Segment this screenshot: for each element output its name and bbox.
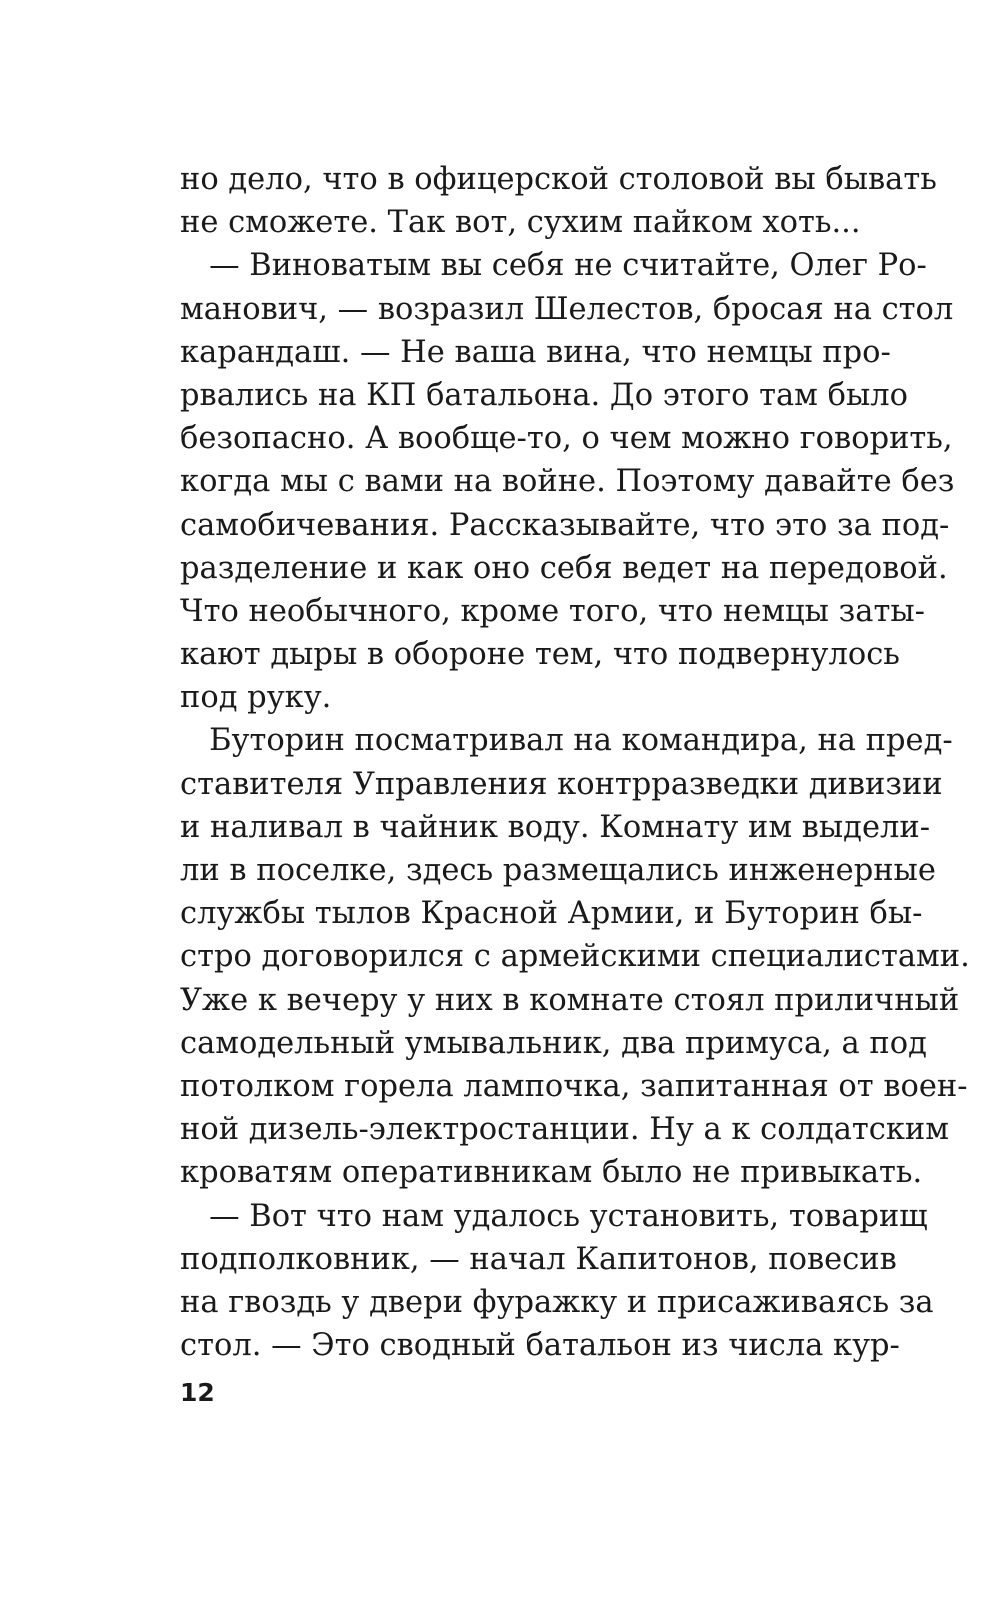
- text-line: не сможете. Так вот, сухим пайком хоть...: [180, 205, 861, 241]
- text-line: самобичевания. Рассказывайте, что это за под-: [180, 507, 950, 543]
- text-line: ли в поселке, здесь размещались инженерные: [180, 853, 936, 888]
- text-line: — Вот что нам удалось установить, товарищ: [180, 1198, 928, 1234]
- text-line: карандаш. — Не ваша вина, что немцы про-: [180, 334, 891, 370]
- text-line: Буторин посматривал на командира, на пред-: [180, 723, 953, 759]
- text-line: под руку.: [180, 680, 332, 716]
- page-number: 12: [180, 1378, 215, 1407]
- text-line: на гвоздь у двери фуражку и присаживаясь за: [180, 1284, 934, 1320]
- text-line: Что необычного, кроме того, что немцы заты-: [180, 593, 925, 629]
- text-line: ной дизель-электростанции. Ну а к солдатским: [180, 1112, 949, 1148]
- text-line: службы тылов Красной Армии, и Буторин бы-: [180, 896, 923, 932]
- text-line: стол. — Это сводный батальон из числа кур-: [180, 1328, 900, 1364]
- text-line: когда мы с вами на войне. Поэтому давайте без: [180, 464, 955, 500]
- text-line: манович, — возразил Шелестов, бросая на стол: [180, 291, 954, 327]
- text-line: но дело, что в офицерской столовой вы бывать: [180, 162, 937, 197]
- text-line: ставителя Управления контрразведки дивизии: [180, 766, 943, 802]
- text-line: кают дыры в обороне тем, что подвернулось: [180, 637, 900, 673]
- text-line: разделение и как оно себя ведет на передовой.: [180, 550, 948, 586]
- text-line: и наливал в чайник воду. Комнату им выдели-: [180, 809, 931, 845]
- text-line: — Виноватым вы себя не считайте, Олег Ро-: [180, 248, 927, 284]
- text-line: рвались на КП батальона. До этого там было: [180, 377, 908, 413]
- text-line: подполковник, — начал Капитонов, повесив: [180, 1241, 897, 1277]
- body-text: [180, 158, 970, 1367]
- text-line: потолком горела лампочка, запитанная от воен-: [180, 1068, 968, 1104]
- text-line: безопасно. А вообще-то, о чем можно говорить,: [180, 421, 953, 457]
- text-line: стро договорился с армейскими специалистами.: [180, 939, 970, 975]
- text-line: кроватям оперативникам было не привыкать.: [180, 1155, 923, 1191]
- text-line: самодельный умывальник, два примуса, а под: [180, 1025, 927, 1061]
- text-line: Уже к вечеру у них в комнате стоял приличный: [180, 982, 960, 1018]
